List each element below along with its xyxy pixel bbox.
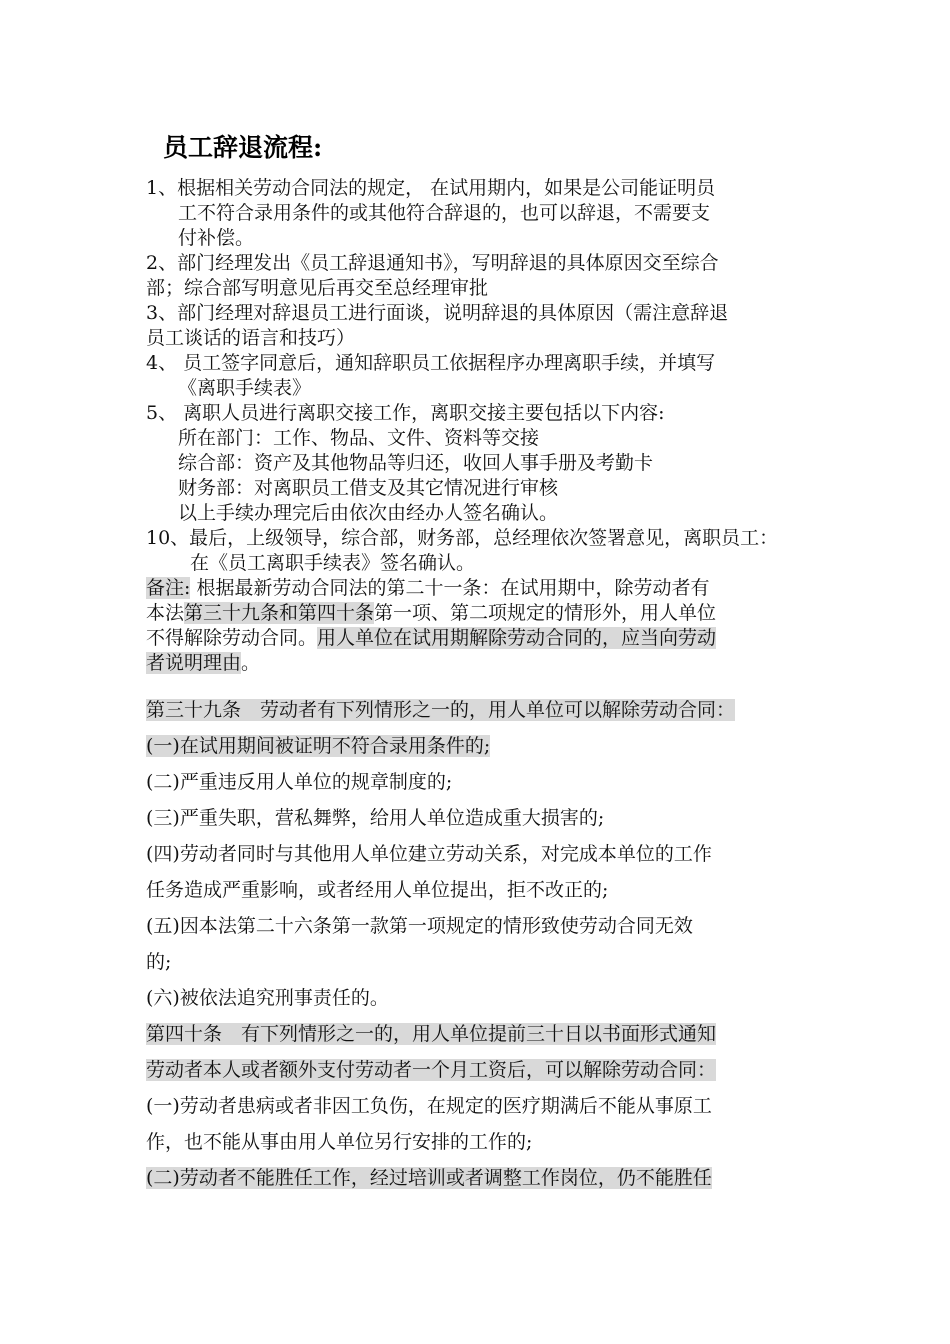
article-item: 的; bbox=[146, 951, 172, 973]
procedure-line: 2、部门经理发出《员工辞退通知书》，写明辞退的具体原因交至综合 bbox=[146, 252, 719, 274]
note-line: 者说明理由。 bbox=[146, 652, 261, 674]
procedure-line: 综合部：资产及其他物品等归还，收回人事手册及考勤卡 bbox=[178, 452, 654, 474]
procedure-line: 部；综合部写明意见后再交至总经理审批 bbox=[146, 277, 489, 299]
note-line: 本法第三十九条和第四十条第一项、第二项规定的情形外，用人单位 bbox=[146, 602, 717, 624]
article-item: (二)严重违反用人单位的规章制度的; bbox=[146, 771, 453, 793]
procedure-line: 员工谈话的语言和技巧） bbox=[146, 327, 356, 349]
note-line: 不得解除劳动合同。用人单位在试用期解除劳动合同的，应当向劳动 bbox=[146, 627, 717, 649]
procedure-line: 10、最后，上级领导，综合部，财务部，总经理依次签署意见，离职员工： bbox=[146, 527, 779, 549]
document-title: 员工辞退流程: bbox=[163, 133, 323, 162]
article-heading: 第四十条 有下列情形之一的，用人单位提前三十日以书面形式通知 bbox=[146, 1023, 717, 1045]
procedure-line: 《离职手续表》 bbox=[178, 377, 312, 399]
procedure-line: 5、 离职人员进行离职交接工作，离职交接主要包括以下内容: bbox=[146, 402, 665, 424]
article-heading: 第三十九条 劳动者有下列情形之一的，用人单位可以解除劳动合同： bbox=[146, 699, 736, 721]
procedure-line: 付补偿。 bbox=[178, 227, 255, 249]
article-item: (一)在试用期间被证明不符合录用条件的; bbox=[146, 735, 491, 757]
note-highlight: 者说明理由 bbox=[146, 652, 242, 674]
article-item: 任务造成严重影响，或者经用人单位提出，拒不改正的; bbox=[146, 879, 609, 901]
article-item: (三)严重失职，营私舞弊，给用人单位造成重大损害的; bbox=[146, 807, 605, 829]
article-item: (六)被依法追究刑事责任的。 bbox=[146, 987, 389, 1009]
note-line: 备注: 根据最新劳动合同法的第二十一条：在试用期中，除劳动者有 bbox=[146, 577, 710, 599]
procedure-line: 在《员工离职手续表》签名确认。 bbox=[190, 552, 476, 574]
procedure-line: 1、根据相关劳动合同法的规定， 在试用期内，如果是公司能证明员 bbox=[146, 177, 716, 199]
article-item: (四)劳动者同时与其他用人单位建立劳动关系，对完成本单位的工作 bbox=[146, 843, 712, 865]
note-highlight: 用人单位在试用期解除劳动合同的，应当向劳动 bbox=[317, 627, 717, 649]
procedure-line: 4、 员工签字同意后，通知辞职员工依据程序办理离职手续，并填写 bbox=[146, 352, 716, 374]
article-item: (二)劳动者不能胜任工作，经过培训或者调整工作岗位，仍不能胜任 bbox=[146, 1167, 712, 1189]
procedure-line: 所在部门：工作、物品、文件、资料等交接 bbox=[178, 427, 540, 449]
article-heading: 劳动者本人或者额外支付劳动者一个月工资后，可以解除劳动合同： bbox=[146, 1059, 717, 1081]
article-item: 作，也不能从事由用人单位另行安排的工作的; bbox=[146, 1131, 533, 1153]
note-label: 备注: bbox=[146, 577, 191, 599]
procedure-line: 工不符合录用条件的或其他符合辞退的，也可以辞退，不需要支 bbox=[178, 202, 711, 224]
article-item: (一)劳动者患病或者非因工负伤，在规定的医疗期满后不能从事原工 bbox=[146, 1095, 712, 1117]
article-item: (五)因本法第二十六条第一款第一项规定的情形致使劳动合同无效 bbox=[146, 915, 693, 937]
procedure-line: 3、部门经理对辞退员工进行面谈，说明辞退的具体原因（需注意辞退 bbox=[146, 302, 729, 324]
note-highlight: 第三十九条和第四十条 bbox=[184, 602, 375, 624]
procedure-line: 以上手续办理完后由依次由经办人签名确认。 bbox=[178, 502, 559, 524]
procedure-line: 财务部：对离职员工借支及其它情况进行审核 bbox=[178, 477, 559, 499]
